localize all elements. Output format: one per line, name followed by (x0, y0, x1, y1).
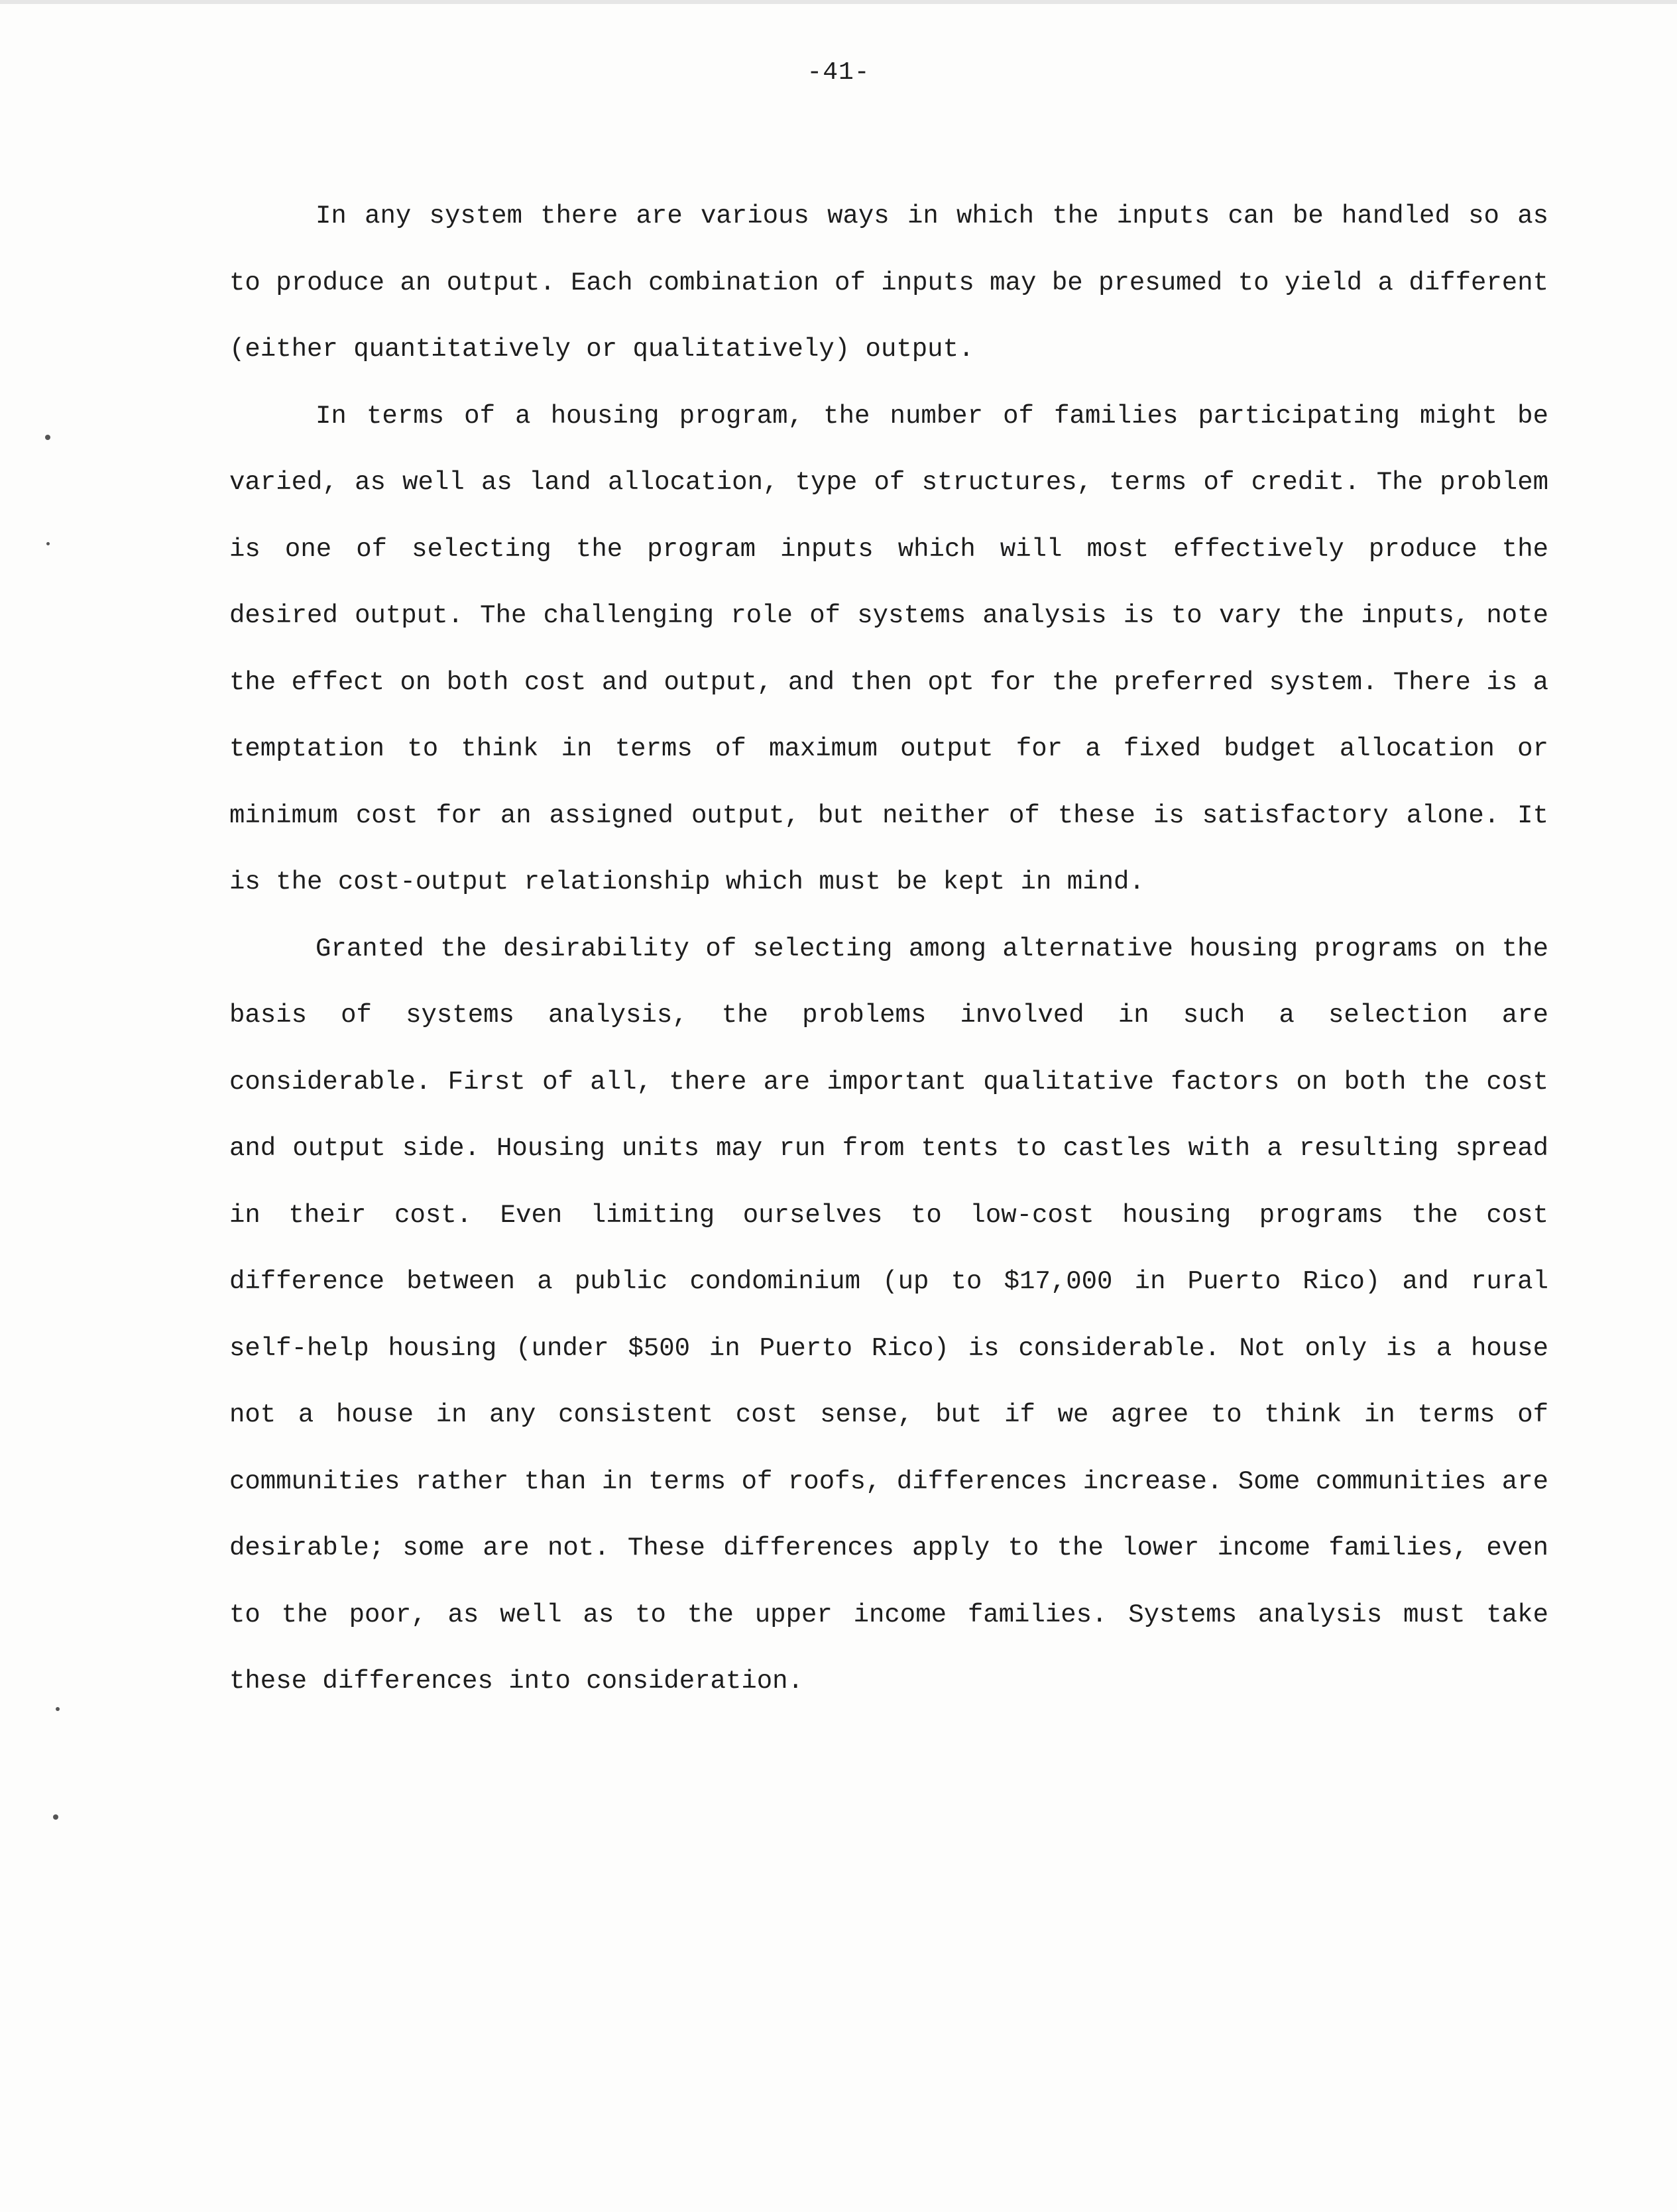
body-text (229, 183, 1548, 1715)
paragraph-selection-problems: Granted the desirability of selecting among alternative housing programs on the basis of systems analysis, the problems involved in such a selection are considerable. First of all, there are important qualitative factors on both the cost and output side. Housing units may run from tents to castles with a resulting spread in their cost. Even limiting ourselves to low-cost housing programs the cost difference between a public condominium (up to $17,000 in Puerto Rico) and rural self-help housing (under $500 in Puerto Rico) is considerable. Not only is a house not a house in any consistent cost sense, but if we agree to think in terms of communities rather than in terms of roofs, differences increase. Some communities are desirable; some are not. These differences apply to the lower income families, even to the poor, as well as to the upper income families. Systems analysis must take these differences into consideration. (229, 934, 1548, 1696)
paragraph-housing-program: In terms of a housing program, the number of families participating might be varied, as well as land allocation, type of structures, terms of credit. The problem is one of selecting the program inputs which will most effectively produce the desired output. The challenging role of systems analysis is to vary the inputs, note the effect on both cost and output, and then opt for the preferred system. There is a temptation to think in terms of maximum output for a fixed budget allocation or minimum cost for an assigned output, but neither of these is satisfactory alone. It is the cost-output relationship which must be kept in mind. (229, 401, 1548, 897)
scan-speck (53, 1814, 58, 1820)
paragraph-systems-inputs: In any system there are various ways in which the inputs can be handled so as to produce an output. Each combination of inputs may be presumed to yield a different (either quantitatively or qualitatively) output. (229, 201, 1548, 364)
scan-speck (45, 435, 50, 440)
scan-speck (46, 542, 50, 545)
page-number: -41- (807, 58, 870, 87)
scan-speck (56, 1707, 60, 1711)
scan-top-edge (0, 0, 1677, 4)
